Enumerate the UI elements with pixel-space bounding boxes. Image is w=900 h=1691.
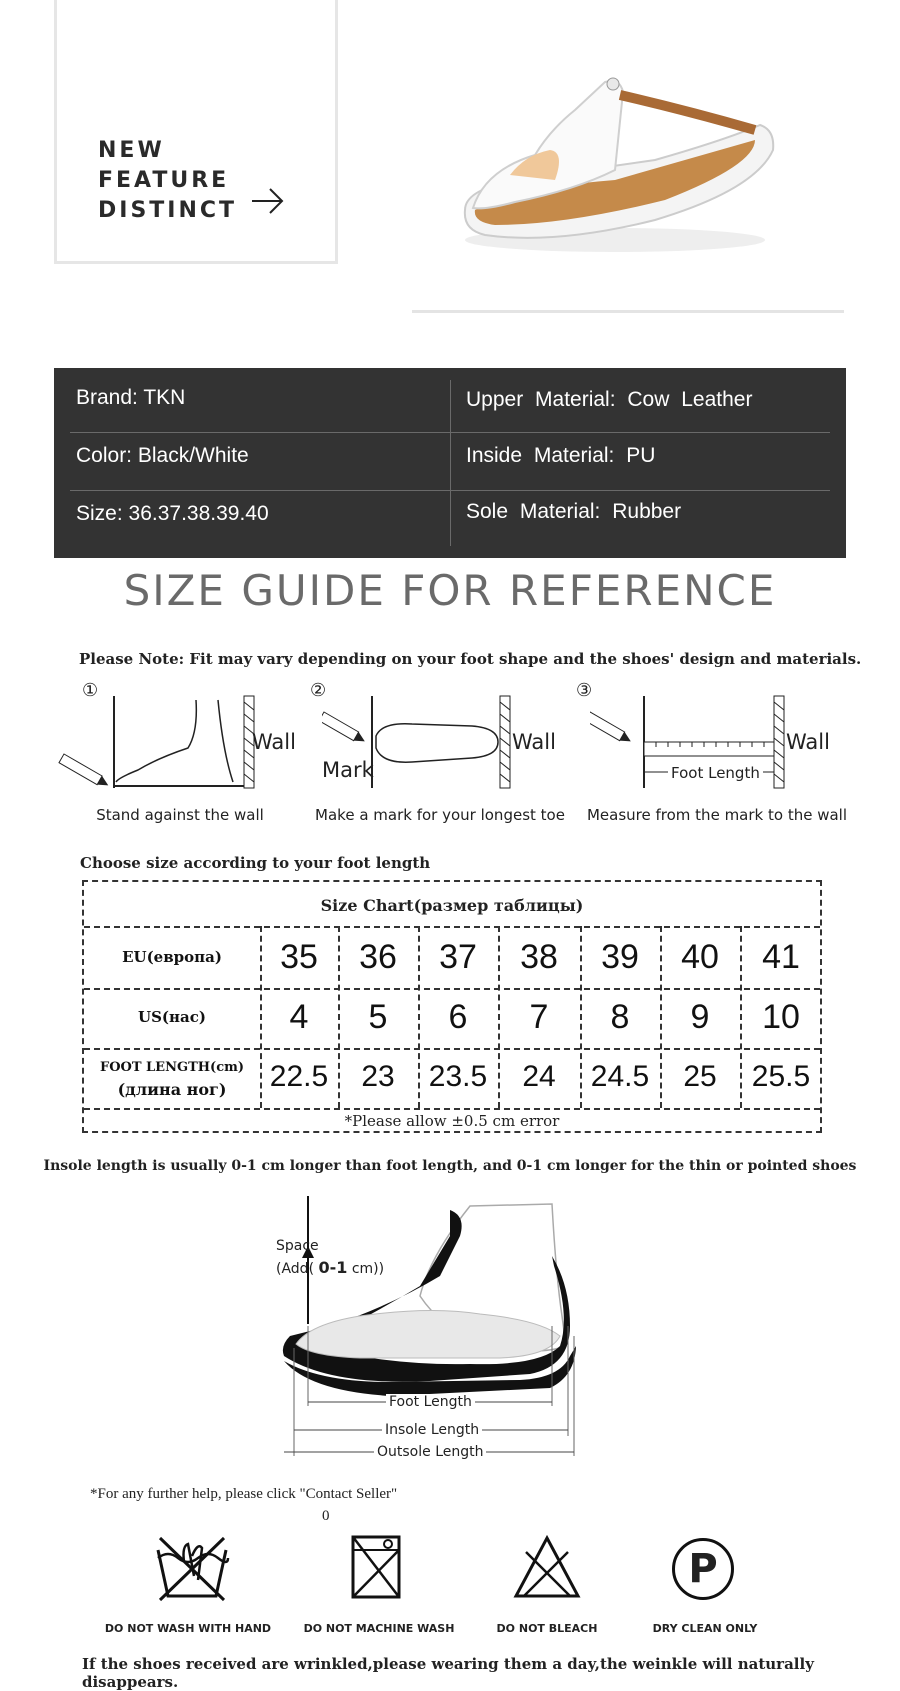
diagram-outsole-length-label: Outsole Length bbox=[374, 1444, 486, 1460]
do-not-bleach-icon bbox=[512, 1534, 582, 1600]
us-size-cell: 5 bbox=[368, 998, 388, 1036]
us-row-label: US(нас) bbox=[138, 1008, 206, 1026]
step-1-number: ① bbox=[82, 680, 99, 701]
spec-color: Color: Black/White bbox=[76, 444, 249, 467]
hero-line-distinct: DISTINCT bbox=[98, 198, 238, 223]
size-chart-table bbox=[82, 880, 822, 1133]
chart-row-divider bbox=[84, 988, 820, 990]
add-value: 0-1 bbox=[318, 1258, 348, 1277]
care-label-machine-wash: DO NOT MACHINE WASH bbox=[303, 1622, 455, 1635]
step-1-wall-label: Wall bbox=[252, 730, 296, 754]
eu-size-cell: 37 bbox=[439, 938, 477, 976]
step-2-caption: Make a mark for your longest toe bbox=[315, 806, 565, 824]
spec-size: Size: 36.37.38.39.40 bbox=[76, 502, 269, 525]
eu-size-cell: 36 bbox=[359, 938, 397, 976]
arrow-right-icon[interactable] bbox=[250, 186, 286, 216]
add-prefix: (Add( bbox=[276, 1261, 315, 1277]
wrinkle-note: If the shoes received are wrinkled,please wearing them a day,the weinkle will naturally disappears. bbox=[82, 1655, 814, 1691]
dry-clean-only-icon: P bbox=[672, 1538, 734, 1600]
eu-row-label: EU(европа) bbox=[122, 948, 222, 966]
fit-note: Please Note: Fit may vary depending on your foot shape and the shoes' design and materials. bbox=[79, 650, 862, 668]
foot-length-cell: 25 bbox=[683, 1060, 717, 1093]
care-label-bleach: DO NOT BLEACH bbox=[496, 1622, 598, 1635]
sandal-product-image bbox=[455, 70, 785, 260]
stand-against-wall-illustration bbox=[58, 692, 268, 792]
insole-length-note: Insole length is usually 0-1 cm longer than foot length, and 0-1 cm longer for the thin or pointed shoes bbox=[43, 1158, 857, 1174]
foot-length-cell: 23.5 bbox=[428, 1060, 488, 1093]
us-size-cell: 7 bbox=[529, 998, 549, 1036]
step-3-wall-label: Wall bbox=[786, 730, 830, 754]
chart-row-divider bbox=[84, 1108, 820, 1110]
hero-line-feature: FEATURE bbox=[98, 168, 230, 193]
spec-table bbox=[54, 368, 846, 558]
step-2-number: ② bbox=[310, 680, 327, 701]
space-label: Space bbox=[276, 1238, 319, 1254]
hero-feature-text bbox=[98, 136, 237, 226]
foot-length-cell: 25.5 bbox=[751, 1060, 811, 1093]
add-label bbox=[276, 1258, 384, 1277]
eu-size-cell: 40 bbox=[681, 938, 719, 976]
foot-length-row-label-ru: (длина ног) bbox=[117, 1080, 227, 1099]
spec-inside-material: Inside Material: PU bbox=[466, 444, 656, 467]
eu-size-cell: 38 bbox=[520, 938, 558, 976]
spec-upper-material: Upper Material: Cow Leather bbox=[466, 388, 753, 411]
stray-zero-text: 0 bbox=[322, 1508, 330, 1524]
us-size-cell: 10 bbox=[762, 998, 800, 1036]
foot-length-cell: 24.5 bbox=[590, 1060, 650, 1093]
diagram-foot-length-label: Foot Length bbox=[386, 1394, 475, 1410]
foot-length-cell: 22.5 bbox=[269, 1060, 329, 1093]
do-not-machine-wash-icon bbox=[350, 1534, 402, 1600]
us-size-cell: 9 bbox=[690, 998, 710, 1036]
care-label-hand-wash: DO NOT WASH WITH HAND bbox=[104, 1622, 272, 1635]
choose-size-text: Choose size according to your foot length bbox=[80, 854, 431, 872]
step-2-mark-label: Mark bbox=[322, 758, 374, 782]
step-3-number: ③ bbox=[576, 680, 593, 701]
spec-column-divider bbox=[450, 380, 451, 546]
step-2-wall-label: Wall bbox=[512, 730, 556, 754]
do-not-wash-hand-icon bbox=[154, 1536, 230, 1602]
step-3-caption: Measure from the mark to the wall bbox=[586, 806, 847, 824]
us-size-cell: 8 bbox=[610, 998, 630, 1036]
size-chart-footnote: *Please allow ±0.5 cm error bbox=[344, 1112, 560, 1130]
step-1-caption: Stand against the wall bbox=[96, 806, 264, 824]
us-size-cell: 4 bbox=[289, 998, 309, 1036]
chart-row-divider bbox=[84, 1048, 820, 1050]
foot-length-row-label: FOOT LENGTH(cm) bbox=[99, 1060, 245, 1075]
foot-length-cell: 24 bbox=[522, 1060, 556, 1093]
add-unit: cm)) bbox=[351, 1261, 385, 1277]
spec-brand: Brand: TKN bbox=[76, 386, 186, 409]
eu-size-cell: 41 bbox=[762, 938, 800, 976]
hero-line-new: NEW bbox=[98, 138, 165, 163]
chart-row-divider bbox=[84, 926, 820, 928]
eu-size-cell: 39 bbox=[601, 938, 639, 976]
step-3-foot-length-label: Foot Length bbox=[668, 764, 763, 782]
foot-length-cell: 23 bbox=[361, 1060, 395, 1093]
spec-sole-material: Sole Material: Rubber bbox=[466, 500, 682, 523]
eu-size-cell: 35 bbox=[280, 938, 318, 976]
us-size-cell: 6 bbox=[448, 998, 468, 1036]
size-chart-title: Size Chart(размер таблицы) bbox=[320, 896, 584, 915]
shoe-length-diagram bbox=[270, 1196, 590, 1456]
diagram-insole-length-label: Insole Length bbox=[382, 1422, 482, 1438]
hero-divider bbox=[412, 310, 844, 313]
care-label-dry-clean: DRY CLEAN ONLY bbox=[652, 1622, 758, 1635]
size-guide-title: SIZE GUIDE FOR REFERENCE bbox=[123, 566, 777, 615]
contact-seller-note[interactable]: *For any further help, please click "Contact Seller" bbox=[90, 1486, 398, 1502]
